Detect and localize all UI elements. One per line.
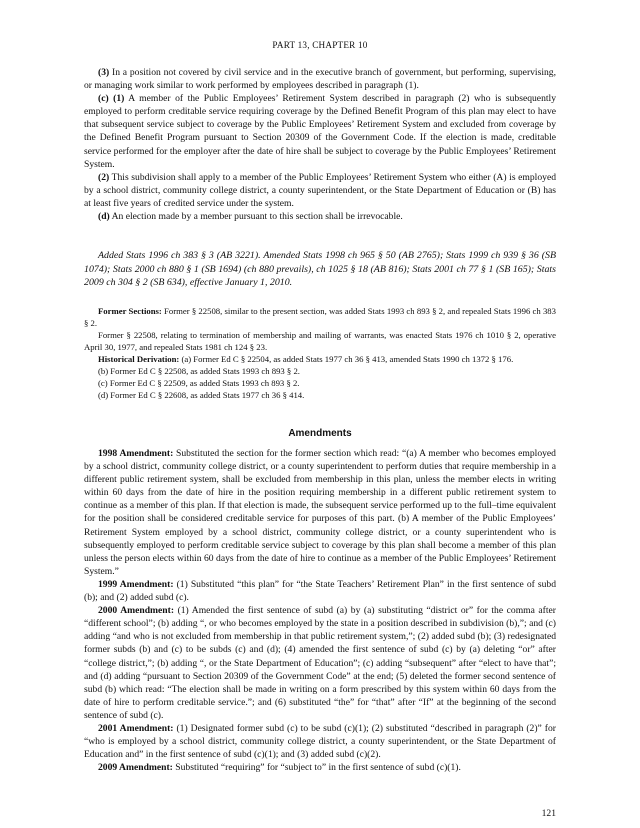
amendment-label: 1998 Amendment: <box>98 448 174 459</box>
former-sections <box>84 305 556 401</box>
amendment-paragraph: 2001 Amendment: (1) Designated former subd (c) to be subd (c)(1); (2) substituted “described in paragraph (2)” for “who is employed by a school district, community college district, a county superintendent, or the State Department of Education and” in the first sentence of subd (c)(1); and (3) added subd (c)(2). <box>84 722 556 761</box>
subdivision-label: (3) <box>98 67 110 78</box>
amendment-paragraph: 2000 Amendment: (1) Amended the first sentence of subd (a) by (a) substituting “district or” for the comma after “different school”; (b) adding “, or who becomes employed by the state in a position described in subdivision (b),”; and (c) adding “and who is not excluded from membership in that public retirement system,”; (2) added subd (b); (3) redesignated former subds (b) and (c) to be subds (c) and (d); (4) amended the first sentence of subd (c) by (a) deleting “or” after “college district,”; (b) adding “, or the State Department of Education”; (c) adding “subsequent” after “elect to have that”; and (d) adding “pursuant to Section 20309 of the Government Code” at the end; (5) deleted the former second sentence of subd (b) which read: “The election shall be made in writing on a form prescribed by this system within 60 days from the date of hire to perform creditable service.”; and (6) substituted “the” for “that” after “If” at the beginning of the second sentence of subd (c). <box>84 605 556 721</box>
subdivision-label: (c) (1) <box>98 93 125 105</box>
former-paragraph: Former § 22508, relating to termination of membership and mailing of warrants, was enacted Stats 1976 ch 1010 § 2, operative April 30, 1977, and repealed Stats 1981 ch 124 § 23. <box>84 330 556 352</box>
derivation-paragraph: (b) Former Ed C § 22508, as added Stats 1993 ch 893 § 2. <box>98 366 300 376</box>
subdivision-paragraph: (c) (1) A member of the Public Employees’ Retirement System described in paragraph (2) who is subsequently employed to perform creditable service requiring coverage by the Defined Benefit Program of this plan may elect to have that subsequent service subject to coverage by the Public Employees’ Retirement System and excluded from coverage by the Defined Benefit Program pursuant to Section 20309 of the Government Code. If the election is made, creditable service performed for the employer after the date of hire shall be subject to coverage by the Public Employees’ Retirement System. <box>84 93 556 170</box>
page-number: 121 <box>541 808 556 819</box>
history-note-text: Added Stats 1996 ch 383 § 3 (AB 3221). Amended Stats 1998 ch 965 § 50 (AB 2765); Stats 1999 ch 939 § 36 (SB 1074); Stats 2000 ch 880 § 1 (SB 1694) (ch 880 prevails), ch 1025 § 18 (AB 816); Stats 2001 ch 77 § 1 (SB 165); Stats 2009 ch 304 § 2 (SB 634), effective January 1, 2010. <box>84 250 556 289</box>
amendments <box>84 447 556 774</box>
amendment-label: 1999 Amendment: <box>98 578 174 590</box>
subdivision-paragraph: (d) An election made by a member pursuant to this section shall be irrevocable. <box>98 211 403 223</box>
subdivision-label: (d) <box>98 211 110 223</box>
derivation-paragraph: (d) Former Ed C § 22608, as added Stats 1977 ch 36 § 414. <box>98 390 305 400</box>
subdivision-label: (2) <box>98 171 110 183</box>
amendment-label: 2000 Amendment: <box>98 605 175 617</box>
amendment-paragraph: 2009 Amendment: Substituted “requiring” for “subject to” in the first sentence of subd (c)(1). <box>98 762 461 774</box>
former-paragraph: Former Sections: Former § 22508, similar to the present section, was added Stats 1993 ch 893 § 2, and repealed Stats 1996 ch 383 § 2. <box>84 306 556 328</box>
amendments-heading-wrap <box>84 428 556 439</box>
running-head: PART 13, CHAPTER 10 <box>272 40 368 50</box>
derivation-paragraph: (c) Former Ed C § 22509, as added Stats 1993 ch 893 § 2. <box>98 378 300 388</box>
derivation-paragraph: Historical Derivation: (a) Former Ed C § 22504, as added Stats 1977 ch 36 § 413, amended Stats 1990 ch 1372 § 176. <box>98 354 514 364</box>
amendment-label: 2001 Amendment: <box>98 722 174 734</box>
amendment-paragraph: 1998 Amendment: Substituted the section for the former section which read: “(a) A member who becomes employed by a school district, community college district, or a county superintendent to perform duties that require membership in a different public retirement system, shall be excluded from membership in this plan, unless the member elects in writing within 60 days from the date of hire in the position requiring membership in a different public retirement system to continue as a member of this plan. If that election is made, the subsequent service performed up to the full–time equivalent for the position shall be considered creditable service for purposes of this part. (b) A member of the Public Employees’ Retirement System employed by a school district, community college district, or a county superintendent who is subsequently employed to perform creditable service subject to coverage by this plan shall become a member of this plan unless the person elects within 60 days from the date of hire to continue as a member of the Public Employees’ Retirement System.” <box>84 448 556 577</box>
amendments-heading: Amendments <box>288 428 352 439</box>
section-body <box>84 66 556 223</box>
amendment-paragraph: 1999 Amendment: (1) Substituted “this plan” for “the State Teachers’ Retirement Plan” in the first sentence of subd (b); and (2) added subd (c). <box>84 578 556 604</box>
subdivision-paragraph: (3) In a position not covered by civil service and in the executive branch of government, but performing, supervising, or managing work similar to work performed by employees described in paragraph (1). <box>84 67 556 92</box>
amendment-label: 2009 Amendment: <box>98 762 173 774</box>
history-note <box>84 249 556 290</box>
subdivision-paragraph: (2) This subdivision shall apply to a member of the Public Employees’ Retirement System who either (A) is employed by a school district, community college district, a county superintendent, or the State Department of Education or (B) has at least five years of credited service under the system. <box>84 171 556 209</box>
